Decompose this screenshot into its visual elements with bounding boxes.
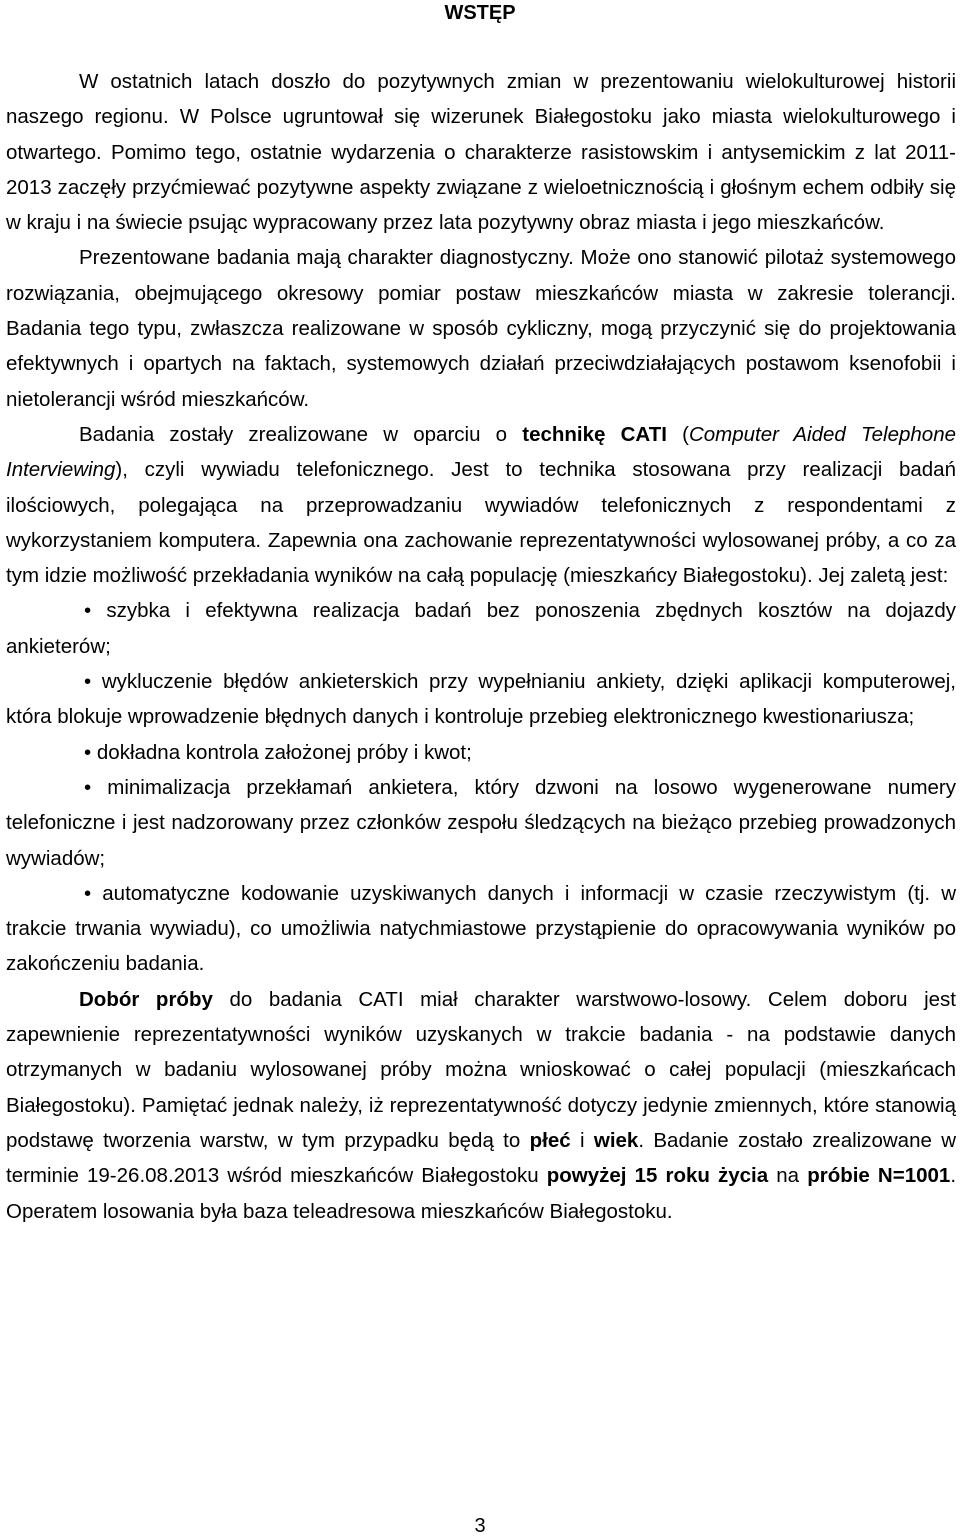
text-segment: ), czyli wywiadu telefonicznego. Jest to technika stosowana przy realizacji badań ilościowych, polegająca na przeprowadzaniu wywiadów telefonicznych z respondentami z wykorzystaniem komputera. Zapewnia ona zachowanie reprezentatywności wylosowanej próby, a co za tym idzie możliwość przekładania wyników na całą populację (mieszkańcy Białegostoku). Jej zaletą jest:: [6, 458, 956, 588]
text-segment: . Operatem losowania była baza teleadresowa mieszkańców Białegostoku.: [6, 1164, 957, 1223]
bullet-text: automatyczne kodowanie uzyskiwanych danych i informacji w czasie rzeczywistym (tj. w trakcie trwania wywiadu), co umożliwia natychmiastowe przystąpienie do opracowywania wyników po zakończeniu badania.: [6, 881, 956, 976]
bullet-item: [6, 876, 956, 982]
bullet-text: wykluczenie błędów ankieterskich przy wypełnianiu ankiety, dzięki aplikacji komputerowej, która blokuje wprowadzenie błędnych danych i kontroluje przebieg elektronicznego kwestionariusza;: [6, 670, 956, 729]
bold-sample-selection: Dobór próby: [79, 987, 213, 1011]
bold-age: wiek: [593, 1128, 639, 1152]
bullet-marker: •: [84, 775, 92, 799]
bullet-text: dokładna kontrola założonej próby i kwot;: [96, 740, 472, 764]
bold-sample-size: próbie N=1001: [807, 1164, 951, 1188]
bullet-text: minimalizacja przekłamań ankietera, który dzwoni na losowo wygenerowane numery telefoniczne i jest nadzorowany przez członków zespołu śledzących na bieżąco przebieg prowadzonych wywiadów;: [6, 775, 956, 870]
page-number: 3: [474, 1515, 486, 1537]
text-segment: do badania CATI miał charakter warstwowo-losowy. Celem doboru jest zapewnienie reprezentatywności wyników uzyskanych w trakcie badania - na podstawie danych otrzymanych w badaniu wylosowanej próby można wnioskować o całej populacji (mieszkańcach Białegostoku). Pamiętać jednak należy, iż reprezentatywność dotyczy jedynie zmiennych, które stanowią podstawę tworzenia warstw, w tym przypadku będą to: [6, 987, 956, 1152]
text-segment: (: [666, 422, 689, 446]
bullet-item: [6, 770, 956, 876]
bullet-marker: •: [84, 670, 92, 694]
body-text: [6, 64, 956, 1229]
bullet-text: szybka i efektywna realizacja badań bez ponoszenia zbędnych kosztów na dojazdy ankieterów;: [6, 599, 956, 658]
italic-technique-name: Computer Aided Telephone Interviewing: [6, 422, 956, 482]
bullet-item: [6, 664, 956, 735]
bold-technique: technikę CATI: [522, 422, 667, 446]
paragraph-cati: [6, 417, 956, 593]
text-segment: . Badanie zostało zrealizowane w terminie 19-26.08.2013 wśród mieszkańców Białegostoku: [6, 1128, 957, 1188]
paragraph-diagnostic: Prezentowane badania mają charakter diagnostyczny. Może ono stanowić pilotaż systemowego rozwiązania, obejmującego okresowy pomiar postaw mieszkańców miasta w zakresie tolerancji. Badania tego typu, zwłaszcza realizowane w sposób cykliczny, mogą przyczynić się do projektowania efektywnych i opartych na faktach, systemowych działań przeciwdziałających postawom ksenofobii i nietolerancji wśród mieszkańców.: [6, 246, 956, 411]
text-segment: na: [768, 1164, 808, 1188]
bullet-marker: •: [84, 881, 92, 905]
text-segment: Badania zostały zrealizowane w oparciu o: [79, 422, 523, 446]
bullet-marker: •: [84, 740, 92, 764]
bullet-item: [6, 735, 956, 770]
paragraph-intro: W ostatnich latach doszło do pozytywnych zmian w prezentowaniu wielokulturowej historii naszego regionu. W Polsce ugruntował się wizerunek Białegostoku jako miasta wielokulturowego i otwartego. Pomimo tego, ostatnie wydarzenia o charakterze rasistowskim i antysemickim z lat 2011-2013 zaczęły przyćmiewać pozytywne aspekty związane z wieloetnicznością i głośnym echem odbiły się w kraju i na świecie psując wypracowany przez lata pozytywny obraz miasta i jego mieszkańców.: [6, 70, 956, 235]
bold-age-threshold: powyżej 15 roku życia: [546, 1164, 769, 1188]
text-segment: i: [570, 1128, 594, 1152]
paragraph-sample: [6, 982, 956, 1229]
bullet-item: [6, 593, 956, 664]
bold-sex: płeć: [529, 1128, 571, 1152]
page-title: WSTĘP: [444, 2, 516, 24]
bullet-marker: •: [84, 599, 92, 623]
